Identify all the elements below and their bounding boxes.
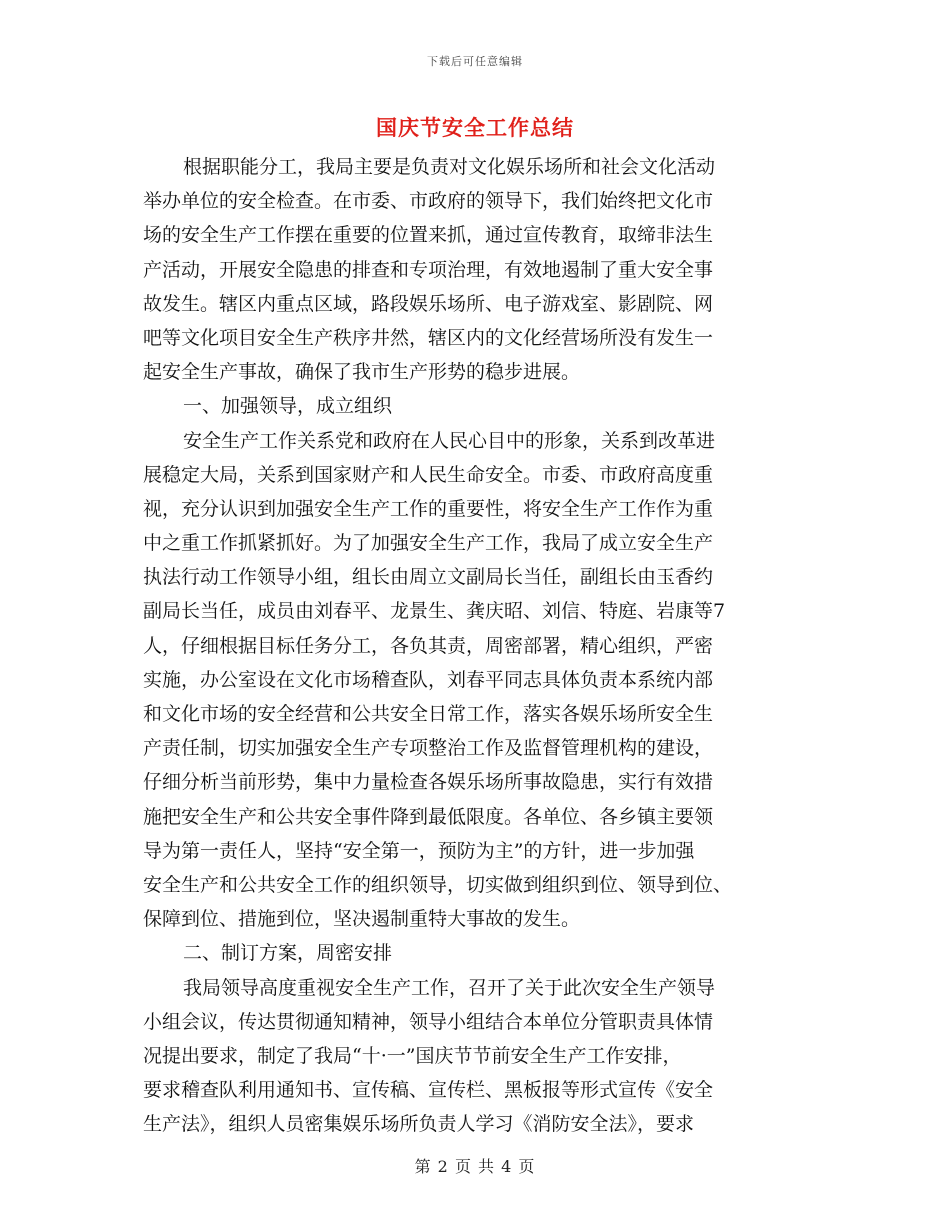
body-line: 保障到位、措施到位，坚决遏制重特大事故的发生。: [143, 908, 581, 931]
body-line: 一、加强领导，成立组织: [183, 395, 393, 418]
body-line: 执法行动工作领导小组，组长由周立文副局长当任，副组长由玉香约: [143, 566, 714, 589]
document-title: 国庆节安全工作总结: [376, 115, 574, 140]
body-line: 施把安全生产和公共安全事件降到最低限度。各单位、各乡镇主要领: [143, 805, 714, 828]
body-line: 产活动，开展安全隐患的排查和专项治理，有效地遏制了重大安全事: [143, 258, 714, 281]
body-line: 二、制订方案，周密安排: [183, 942, 393, 965]
document-body: [143, 150, 803, 1141]
body-line: 副局长当任，成员由刘春平、龙景生、龚庆昭、刘信、特庭、岩康等7: [143, 600, 726, 623]
body-line: 导为第一责任人，坚持“安全第一，预防为主”的方针，进一步加强: [143, 839, 695, 862]
body-line: 视，充分认识到加强安全生产工作的重要性，将安全生产工作作为重: [143, 497, 714, 520]
body-line: 要求稽查队利用通知书、宣传稿、宣传栏、黑板报等形式宣传《安全: [143, 1079, 714, 1102]
page-footer: 第 2 页 共 4 页: [414, 1157, 536, 1176]
body-line: 根据职能分工，我局主要是负责对文化娱乐场所和社会文化活动: [183, 156, 716, 178]
body-line: 场的安全生产工作摆在重要的位置来抓，通过宣传教育，取缔非法生: [143, 224, 714, 247]
body-line: 产责任制，切实加强安全生产专项整治工作及监督管理机构的建设，: [143, 737, 714, 760]
body-line: 中之重工作抓紧抓好。为了加强安全生产工作，我局了成立安全生产: [143, 532, 714, 555]
body-line: 故发生。辖区内重点区域，路段娱乐场所、电子游戏室、影剧院、网: [143, 292, 714, 315]
body-line: 吧等文化项目安全生产秩序井然，辖区内的文化经营场所没有发生一: [143, 326, 714, 349]
body-line: 安全生产和公共安全工作的组织领导，切实做到组织到位、领导到位、: [143, 873, 733, 896]
body-line: 展稳定大局，关系到国家财产和人民生命安全。市委、市政府高度重: [143, 463, 714, 486]
body-line: 生产法》，组织人员密集娱乐场所负责人学习《消防安全法》，要求: [143, 1113, 695, 1136]
header-note: 下载后可任意编辑: [427, 55, 523, 68]
body-line: 实施，办公室设在文化市场稽查队，刘春平同志具体负责本系统内部: [143, 668, 714, 691]
body-line: 举办单位的安全检查。在市委、市政府的领导下，我们始终把文化市: [143, 190, 714, 213]
body-line: 小组会议，传达贯彻通知精神，领导小组结合本单位分管职责具体情: [143, 1010, 714, 1033]
body-line: 人，仔细根据目标任务分工，各负其责，周密部署，精心组织，严密: [143, 634, 714, 657]
body-line: 安全生产工作关系党和政府在人民心目中的形象，关系到改革进: [183, 429, 716, 452]
body-line: 和文化市场的安全经营和公共安全日常工作，落实各娱乐场所安全生: [143, 703, 714, 725]
body-line: 况提出要求，制定了我局“十·一”国庆节节前安全生产工作安排，: [143, 1044, 682, 1067]
body-line: 起安全生产事故，确保了我市生产形势的稳步进展。: [143, 361, 581, 384]
body-line: 我局领导高度重视安全生产工作，召开了关于此次安全生产领导: [183, 976, 716, 999]
body-line: 仔细分析当前形势，集中力量检查各娱乐场所事故隐患，实行有效措: [143, 771, 714, 794]
